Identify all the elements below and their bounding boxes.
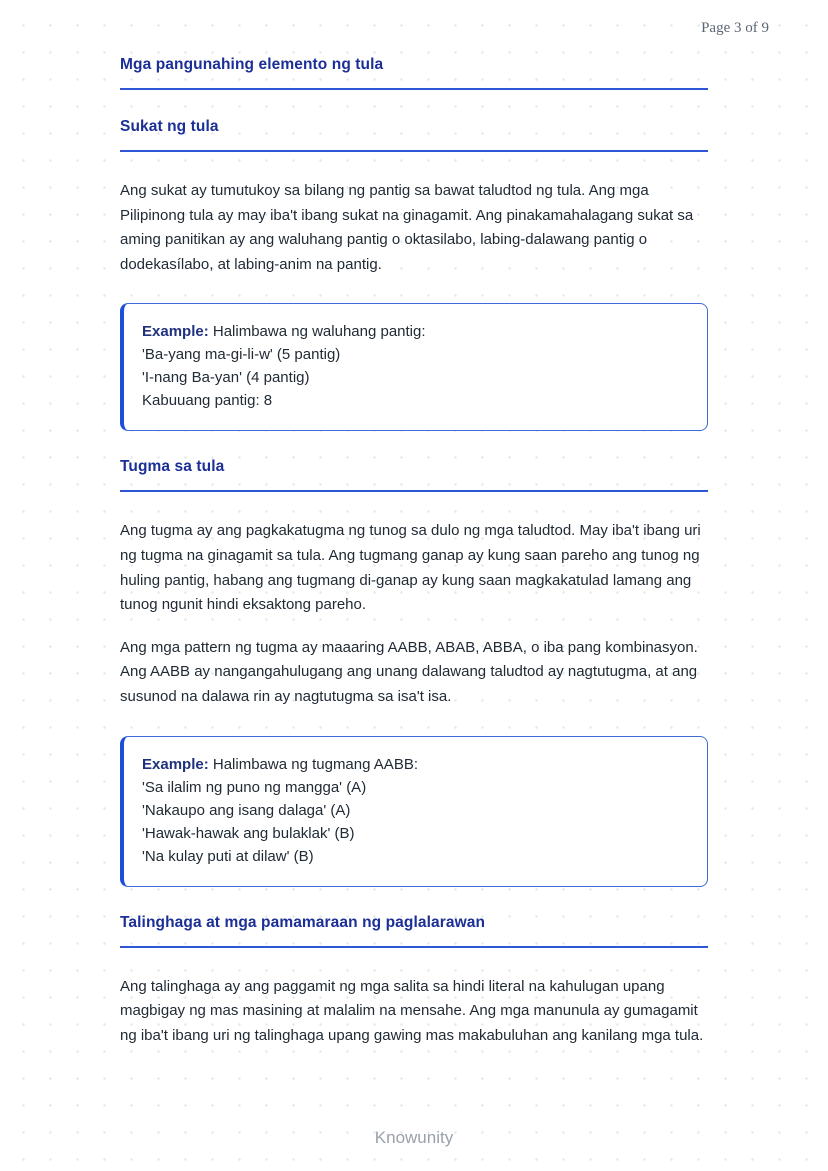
example-line: 'Na kulay puti at dilaw' (B) bbox=[142, 847, 314, 865]
paragraph-sukat: Ang sukat ay tumutukoy sa bilang ng pantig sa bawat taludtod ng tula. Ang mga Pilipinong tula ay may iba't ibang sukat na ginagamit. Ang pinakamahalagang sukat sa aming panitikan ay ang waluhang pantig o oktasilabo, labing-dalawang pantig o dodekasílabo, at labing-anim na pantig. bbox=[120, 182, 694, 273]
example-intro-line bbox=[142, 320, 687, 343]
document-content bbox=[120, 56, 708, 1048]
footer-brand: Knowunity bbox=[374, 1128, 454, 1147]
example-line: Kabuuang pantig: 8 bbox=[142, 392, 273, 410]
example-label: Example: bbox=[142, 323, 209, 341]
heading-sukat: Sukat ng tula bbox=[120, 118, 708, 152]
example-line: 'I-nang Ba-yan' (4 pantig) bbox=[142, 369, 310, 387]
example-intro-line bbox=[142, 753, 687, 776]
example-intro-text: Halimbawa ng tugmang AABB: bbox=[212, 755, 418, 773]
page-indicator: Page 3 of 9 bbox=[701, 20, 769, 36]
example-line: 'Ba-yang ma-gi-li-w' (5 pantig) bbox=[142, 346, 341, 364]
paragraph-tugma-1: Ang tugma ay ang pagkakatugma ng tunog sa dulo ng mga taludtod. May iba't ibang uri ng tugma na ginagamit sa tula. Ang tugmang ganap ay kung saan pareho ang tunog ng huling pantig, habang ang tugmang di-ganap ay kung saan magkakatulad lamang ang tunog ngunit hindi eksaktong pareho. bbox=[120, 522, 701, 614]
heading-tugma: Tugma sa tula bbox=[120, 458, 708, 492]
paragraph-talinghaga: Ang talinghaga ay ang paggamit ng mga salita sa hindi literal na kahulugan upang magbigay ng mas masining at malalim na mensahe. Ang mga manunula ay gumagamit ng iba't ibang uri ng talinghaga upang gawing mas makabuluhan ang kanilang mga tula. bbox=[120, 977, 704, 1044]
paragraph-tugma-2: Ang mga pattern ng tugma ay maaaring AABB, ABAB, ABBA, o iba pang kombinasyon. Ang AABB ay nangangahulugang ang unang dalawang taludtod ay nagtutugma, at ang susunod na dalawa rin ay nagtutugma sa isa't isa. bbox=[120, 638, 698, 705]
heading-main: Mga pangunahing elemento ng tula bbox=[120, 56, 708, 90]
example-line: 'Hawak-hawak ang bulaklak' (B) bbox=[142, 824, 355, 842]
example-intro-text: Halimbawa ng waluhang pantig: bbox=[212, 323, 426, 341]
heading-talinghaga: Talinghaga at mga pamamaraan ng paglalarawan bbox=[120, 914, 708, 948]
example-line: 'Nakaupo ang isang dalaga' (A) bbox=[142, 801, 351, 819]
example-label: Example: bbox=[142, 755, 209, 773]
example-box-waluhang bbox=[120, 303, 708, 431]
example-box-aabb bbox=[120, 736, 708, 887]
example-line: 'Sa ilalim ng puno ng mangga' (A) bbox=[142, 778, 367, 796]
